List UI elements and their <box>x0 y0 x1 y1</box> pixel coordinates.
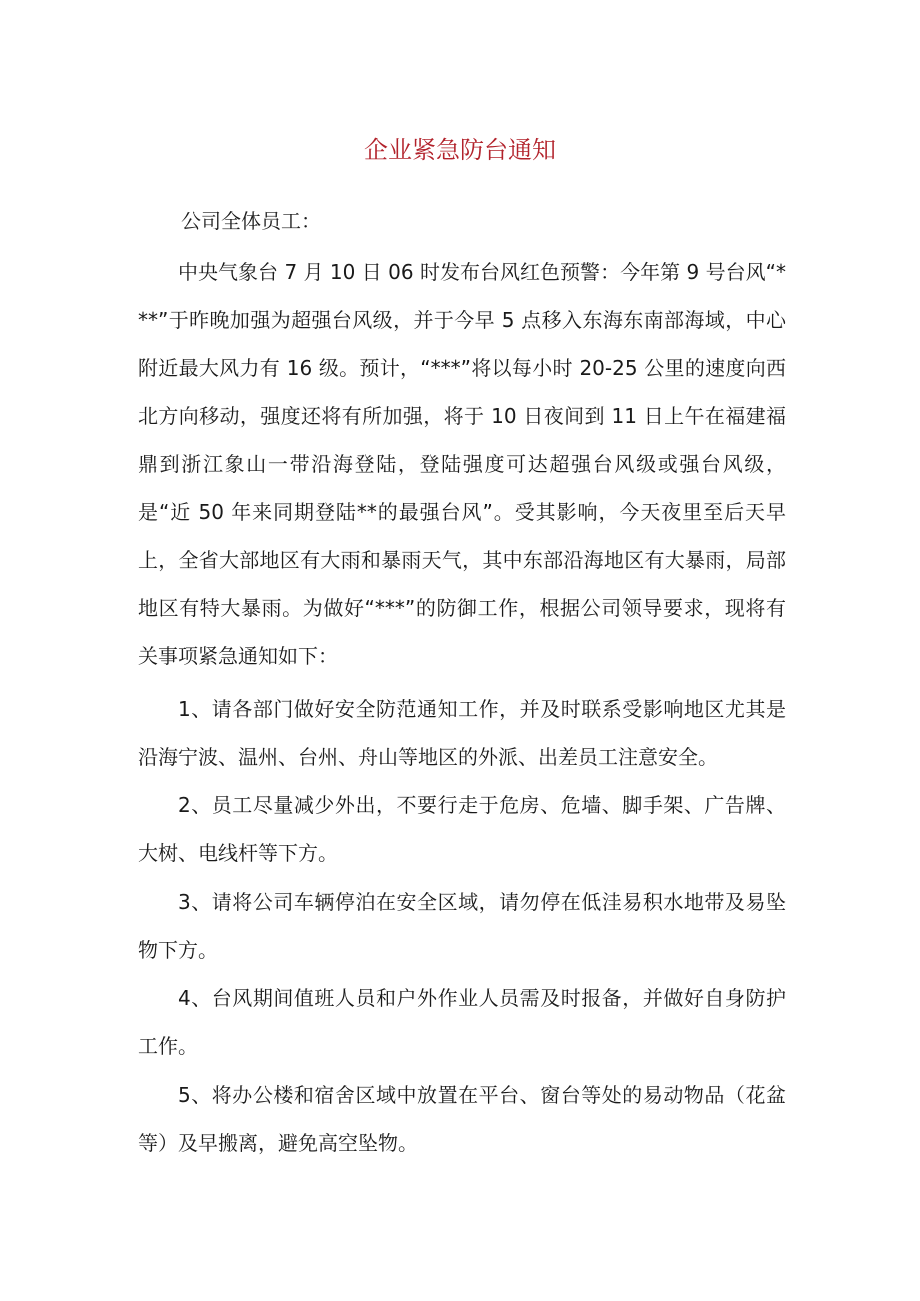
page-title: 企业紧急防台通知 <box>364 136 556 164</box>
notice-item-3: 3、请将公司车辆停泊在安全区域，请勿停在低洼易积水地带及易坠物下方。 <box>138 890 786 962</box>
notice-item-1: 1、请各部门做好安全防范通知工作，并及时联系受影响地区尤其是沿海宁波、温州、台州、舟山等地区的外派、出差员工注意安全。 <box>138 697 786 769</box>
intro-paragraph: 中央气象台 7 月 10 日 06 时发布台风红色预警：今年第 9 号台风“***”于昨晚加强为超强台风级，并于今早 5 点移入东海东南部海域，中心附近最大风力有 16 级。预计，“***”将以每小时 20-25 公里的速度向西北方向移动，强度还将有所加强，将于 10 日夜间到 11 日上午在福建福鼎到浙江象山一带沿海登陆，登陆强度可达超强台风级或强台风级，是“近 50 年来同期登陆**的最强台风”。受其影响，今天夜里至后天早上，全省大部地区有大雨和暴雨天气，其中东部沿海地区有大暴雨，局部地区有特大暴雨。为做好“***”的防御工作，根据公司领导要求，现将有关事项紧急通知如下： <box>138 260 786 668</box>
notice-item-5: 5、将办公楼和宿舍区域中放置在平台、窗台等处的易动物品（花盆等）及早搬离，避免高空坠物。 <box>138 1083 786 1155</box>
notice-item-2: 2、员工尽量减少外出，不要行走于危房、危墙、脚手架、广告牌、大树、电线杆等下方。 <box>138 793 786 865</box>
salutation: 公司全体员工： <box>181 209 321 233</box>
notice-item-4: 4、台风期间值班人员和户外作业人员需及时报备，并做好自身防护工作。 <box>138 986 786 1058</box>
